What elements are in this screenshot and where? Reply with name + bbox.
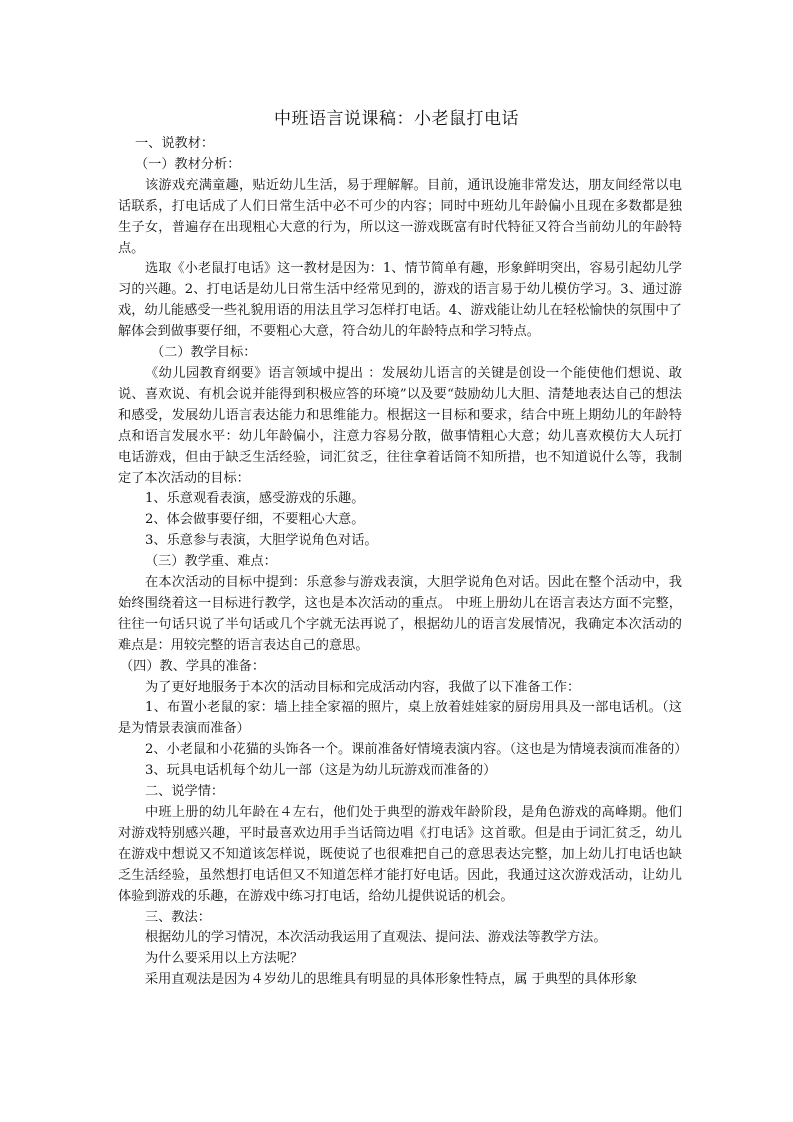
section-heading: 二、说学情： (145, 784, 225, 800)
body-paragraph: 在本次活动的目标中提到：乐意参与游戏表演，大胆学说角色对话。因此在整个活动中，我始终围绕着这一目标进行教学，这也是本次活动的重点。 中班上册幼儿在语言表达方面不完整，往往一句话只说了半句话或几个字就无法再说了，根据幼儿的语言发展情况，我确定本次活动的难点是：用较完整的语言表达自己的意思。 (118, 575, 682, 653)
body-paragraph: 该游戏充满童趣，贴近幼儿生活，易于理解解。目前，通讯设施非常发达，朋友间经常以电话联系，打电话成了人们日常生活中必不可少的内容；同时中班幼儿年龄偏小且现在多数都是独生子女，普遍存在出现粗心大意的行为，所以这一游戏既富有时代特征又符合当前幼儿的年龄特点。 (118, 177, 682, 256)
section-heading: 三、教法： (145, 909, 211, 925)
list-item: 3、玩具电话机每个幼儿一部（这是为幼儿玩游戏而准备的） (145, 763, 497, 779)
list-item: 1、布置小老鼠的家：墙上挂全家福的照片，桌上放着娃娃家的厨房用具及一部电话机。（这是为情景表演而准备） (118, 700, 682, 737)
subsection-heading: （三）教学重、难点： (145, 554, 277, 570)
document-title: 中班语言说课稿：小老鼠打电话 (274, 109, 519, 129)
section-heading: 一、说教材： (135, 136, 215, 151)
subsection-heading: （一）教材分析： (135, 156, 241, 172)
list-item: 2、小老鼠和小花猫的头饰各一个。课前准备好情境表演内容。（这也是为情境表演而准备的） (145, 742, 688, 758)
list-item: 1、乐意观看表演，感受游戏的乐趣。 (145, 491, 365, 507)
body-paragraph: 选取《小老鼠打电话》这一教材是因为：1、情节简单有趣，形象鲜明突出，容易引起幼儿学习的兴趣。2、打电话是幼儿日常生活中经常见到的，游戏的语言易于幼儿模仿学习。3、通过游戏，幼儿能感受一些礼貌用语的用法且学习怎样打电话。4、游戏能让幼儿在轻松愉快的氛围中了解体会到做事要仔细，不要粗心大意，符合幼儿的年龄特点和学习特点。 (118, 261, 682, 340)
list-item: 2、体会做事要仔细，不要粗心大意。 (145, 512, 365, 528)
body-paragraph: 采用直观法是因为４岁幼儿的思维具有明显的具体形象性特点，属 于典型的具体形象 (145, 972, 638, 988)
subsection-heading: （二）教学目标： (151, 345, 257, 361)
body-paragraph: 为什么要采用以上方法呢？ (145, 951, 304, 967)
body-paragraph: 为了更好地服务于本次的活动目标和完成活动内容，我做了以下准备工作： (145, 679, 581, 695)
list-item: 3、乐意参与表演，大胆学说角色对话。 (145, 533, 378, 549)
document-body (118, 134, 688, 991)
body-paragraph: 《幼儿园教育纲要》语言领域中提出 ：发展幼儿语言的关键是创设一个能使他们想说、敢说、喜欢说、有机会说并能得到积极应答的环境”以及要“鼓励幼儿大胆、清楚地表达自己的想法和感受，发展幼儿语言表达能力和思维能力。根据这一目标和要求，结合中班上期幼儿的年龄特点和语言发展水平：幼儿年龄偏小，注意力容易分散，做事情粗心大意；幼儿喜欢模仿大人玩打电话游戏，但由于缺乏生活经验，词汇贫乏，往往拿着话筒不知所措，也不知道说什么等，我制定了本次活动的目标： (118, 365, 682, 486)
subsection-heading: （四）教、学具的准备： (120, 658, 266, 674)
body-paragraph: 根据幼儿的学习情况，本次活动我运用了直观法、提问法、游戏法等教学方法。 (145, 930, 607, 946)
body-paragraph: 中班上册的幼儿年龄在４左右，他们处于典型的游戏年龄阶段，是角色游戏的高峰期。他们对游戏特别感兴趣，平时最喜欢边用手当话筒边唱《打电话》这首歌。但是由于词汇贫乏，幼儿在游戏中想说又不知道该怎样说，既使说了也很难把自己的意思表达完整，加上幼儿打电话也缺乏生活经验，虽然想打电话但又不知道怎样才能打好电话。因此，我通过这次游戏活动，让幼儿体验到游戏的乐趣，在游戏中练习打电话，给幼儿提供说话的机会。 (118, 805, 682, 904)
